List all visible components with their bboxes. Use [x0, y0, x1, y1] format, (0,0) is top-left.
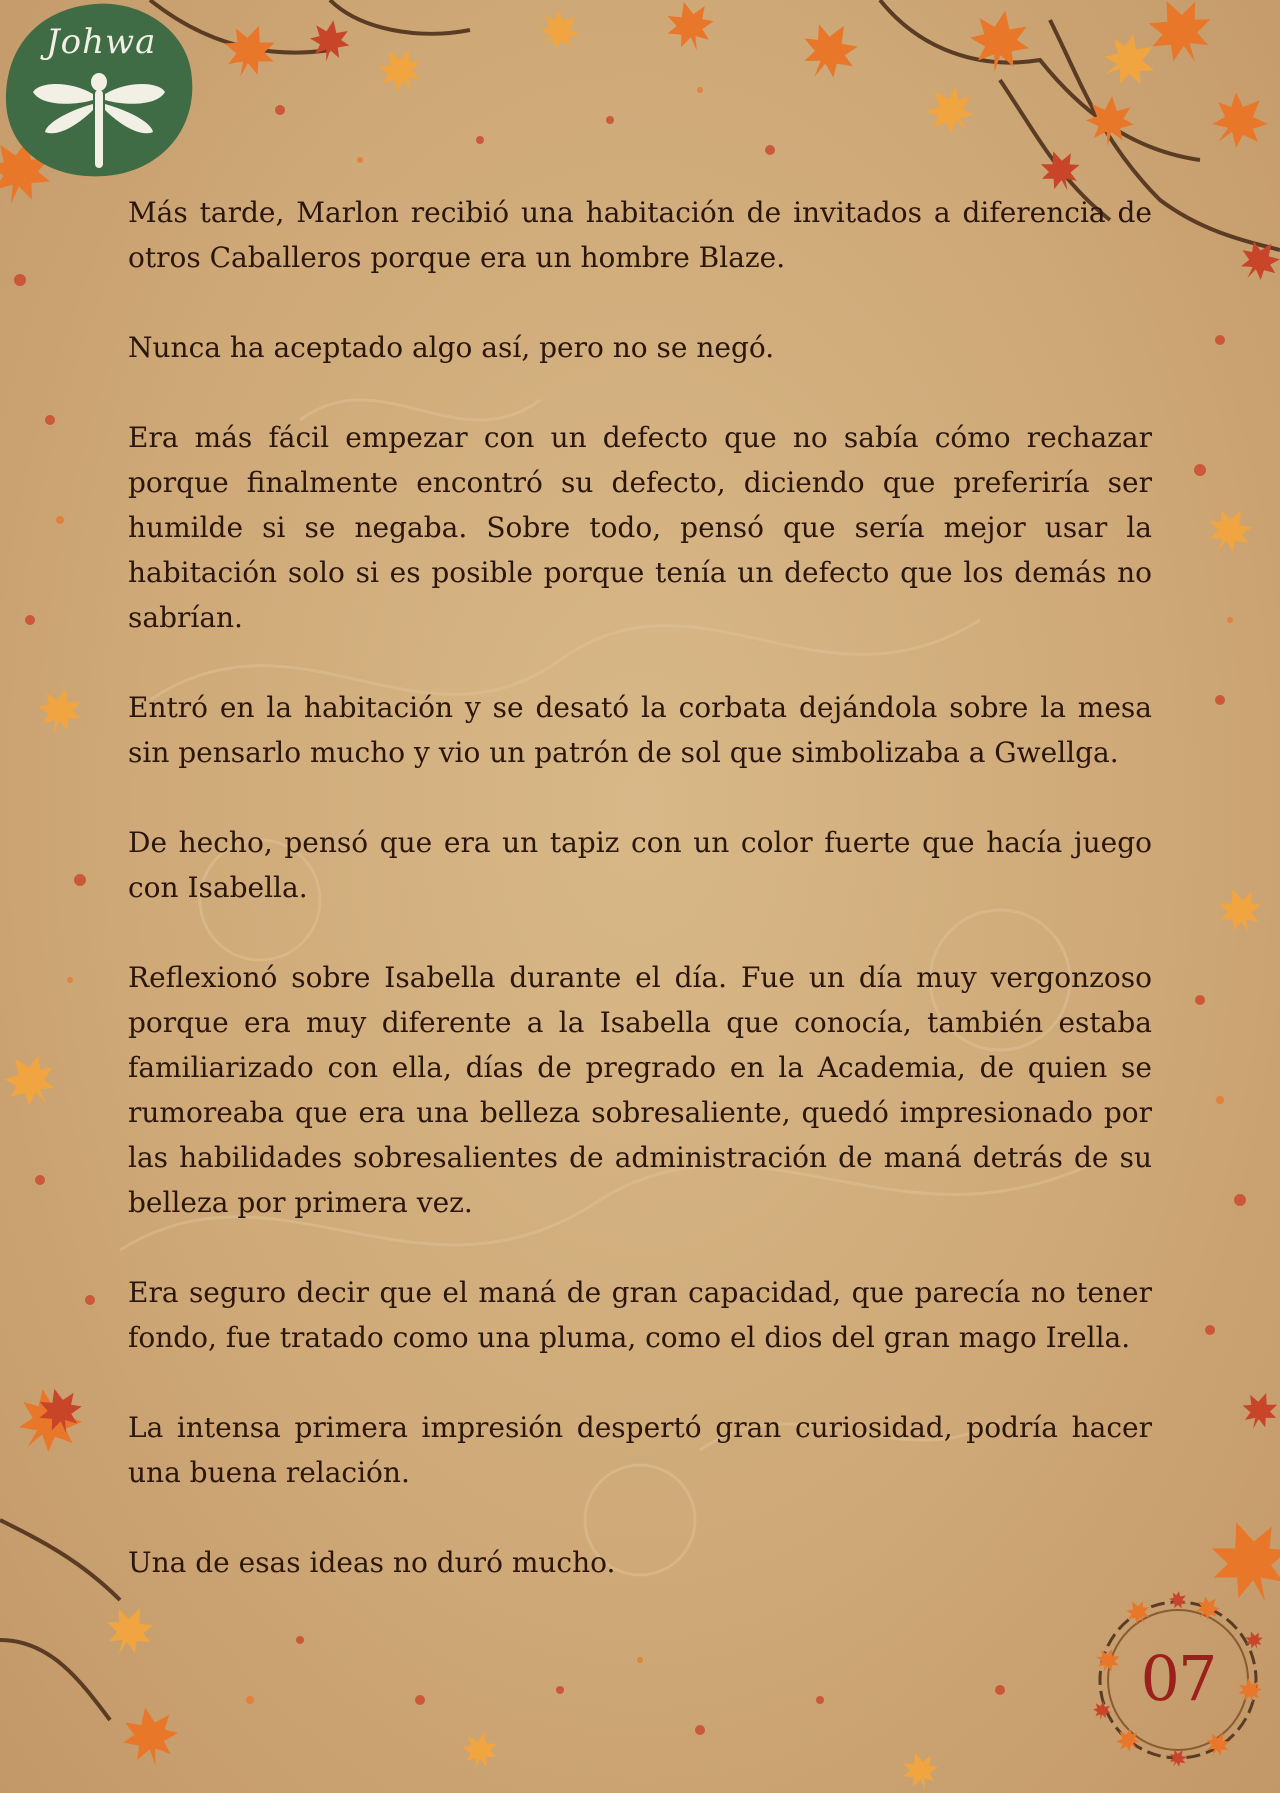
- logo: [4, 4, 194, 174]
- story-text: [128, 190, 1152, 1630]
- paragraph: Era más fácil empezar con un defecto que no sabía cómo rechazar porque finalmente encontró su defecto, diciendo que preferiría ser humilde si se negaba. Sobre todo, pensó que sería mejor usar la habitación solo si es posible porque tenía un defecto que los demás no sabrían.: [128, 421, 1152, 634]
- paragraph: Reflexionó sobre Isabella durante el día. Fue un día muy vergonzoso porque era muy diferente a la Isabella que conocía, también estaba familiarizado con ella, días de pregrado en la Academia, de quien se rumoreaba que era una belleza sobresaliente, quedó impresionado por las habilidades sobresalientes de administración de maná detrás de su belleza por primera vez.: [128, 961, 1152, 1219]
- paragraph: De hecho, pensó que era un tapiz con un color fuerte que hacía juego con Isabella.: [128, 826, 1152, 904]
- paragraph: Entró en la habitación y se desató la corbata dejándola sobre la mesa sin pensarlo mucho y vio un patrón de sol que simbolizaba a Gwellga.: [128, 691, 1152, 769]
- page-number: 07: [1140, 1642, 1216, 1715]
- paragraph: Más tarde, Marlon recibió una habitación de invitados a diferencia de otros Caballeros porque era un hombre Blaze.: [128, 196, 1152, 274]
- paragraph: La intensa primera impresión despertó gran curiosidad, podría hacer una buena relación.: [128, 1411, 1152, 1489]
- page-number-wreath: [1088, 1590, 1268, 1770]
- logo-text: Johwa: [46, 22, 157, 62]
- dragonfly-icon: [29, 66, 169, 176]
- paragraph: Una de esas ideas no duró mucho.: [128, 1546, 616, 1579]
- paragraph: Era seguro decir que el maná de gran capacidad, que parecía no tener fondo, fue tratado como una pluma, como el dios del gran mago Irella.: [128, 1276, 1152, 1354]
- paragraph: Nunca ha aceptado algo así, pero no se negó.: [128, 331, 775, 364]
